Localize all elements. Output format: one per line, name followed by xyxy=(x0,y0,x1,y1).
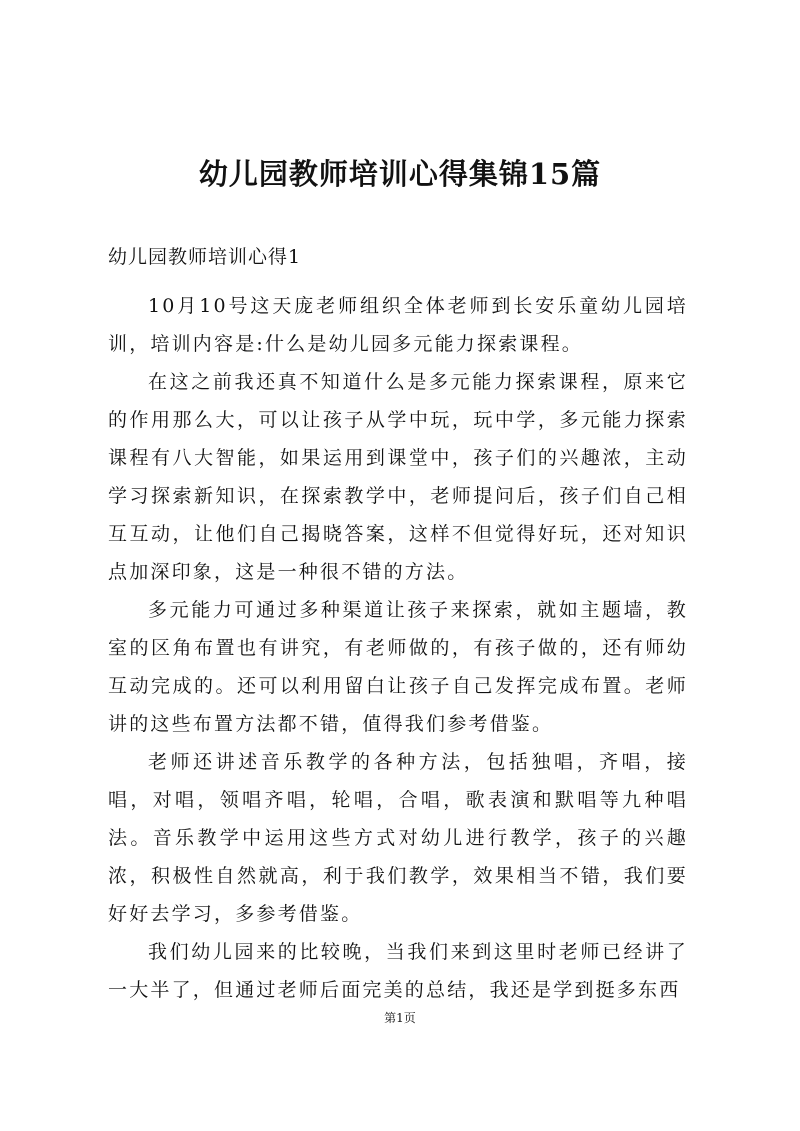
paragraph: 在这之前我还真不知道什么是多元能力探索课程，原来它的作用那么大，可以让孩子从学中玩，玩中学，多元能力探索课程有八大智能，如果运用到课堂中，孩子们的兴趣浓，主动学习探索新知识，在探索教学中，老师提问后，孩子们自己相互互动，让他们自己揭晓答案，这样不但觉得好玩，还对知识点加深印象，这是一种很不错的方法。 xyxy=(108,371,688,583)
paragraph: 多元能力可通过多种渠道让孩子来探索，就如主题墙，教室的区角布置也有讲究，有老师做的，有孩子做的，还有师幼互动完成的。还可以利用留白让孩子自己发挥完成布置。老师讲的这些布置方法都不错，值得我们参考借鉴。 xyxy=(108,599,688,735)
paragraph: 我们幼儿园来的比较晚，当我们来到这里时老师已经讲了一大半了，但通过老师后面完美的总结，我还是学到挺多东西 xyxy=(108,941,688,1001)
document-body xyxy=(108,287,688,1009)
page-number: 第1页 xyxy=(384,1011,416,1025)
paragraph: 老师还讲述音乐教学的各种方法，包括独唱，齐唱，接唱，对唱，领唱齐唱，轮唱，合唱，歌表演和默唱等九种唱法。音乐教学中运用这些方式对幼儿进行教学，孩子的兴趣浓，积极性自然就高，利于我们教学，效果相当不错，我们要好好去学习，多参考借鉴。 xyxy=(108,751,688,925)
section-heading: 幼儿园教师培训心得1 xyxy=(108,246,302,268)
document-title: 幼儿园教师培训心得集锦15篇 xyxy=(198,157,602,191)
paragraph: 10月10号这天庞老师组织全体老师到长安乐童幼儿园培训，培训内容是:什么是幼儿园多元能力探索课程。 xyxy=(108,295,688,355)
